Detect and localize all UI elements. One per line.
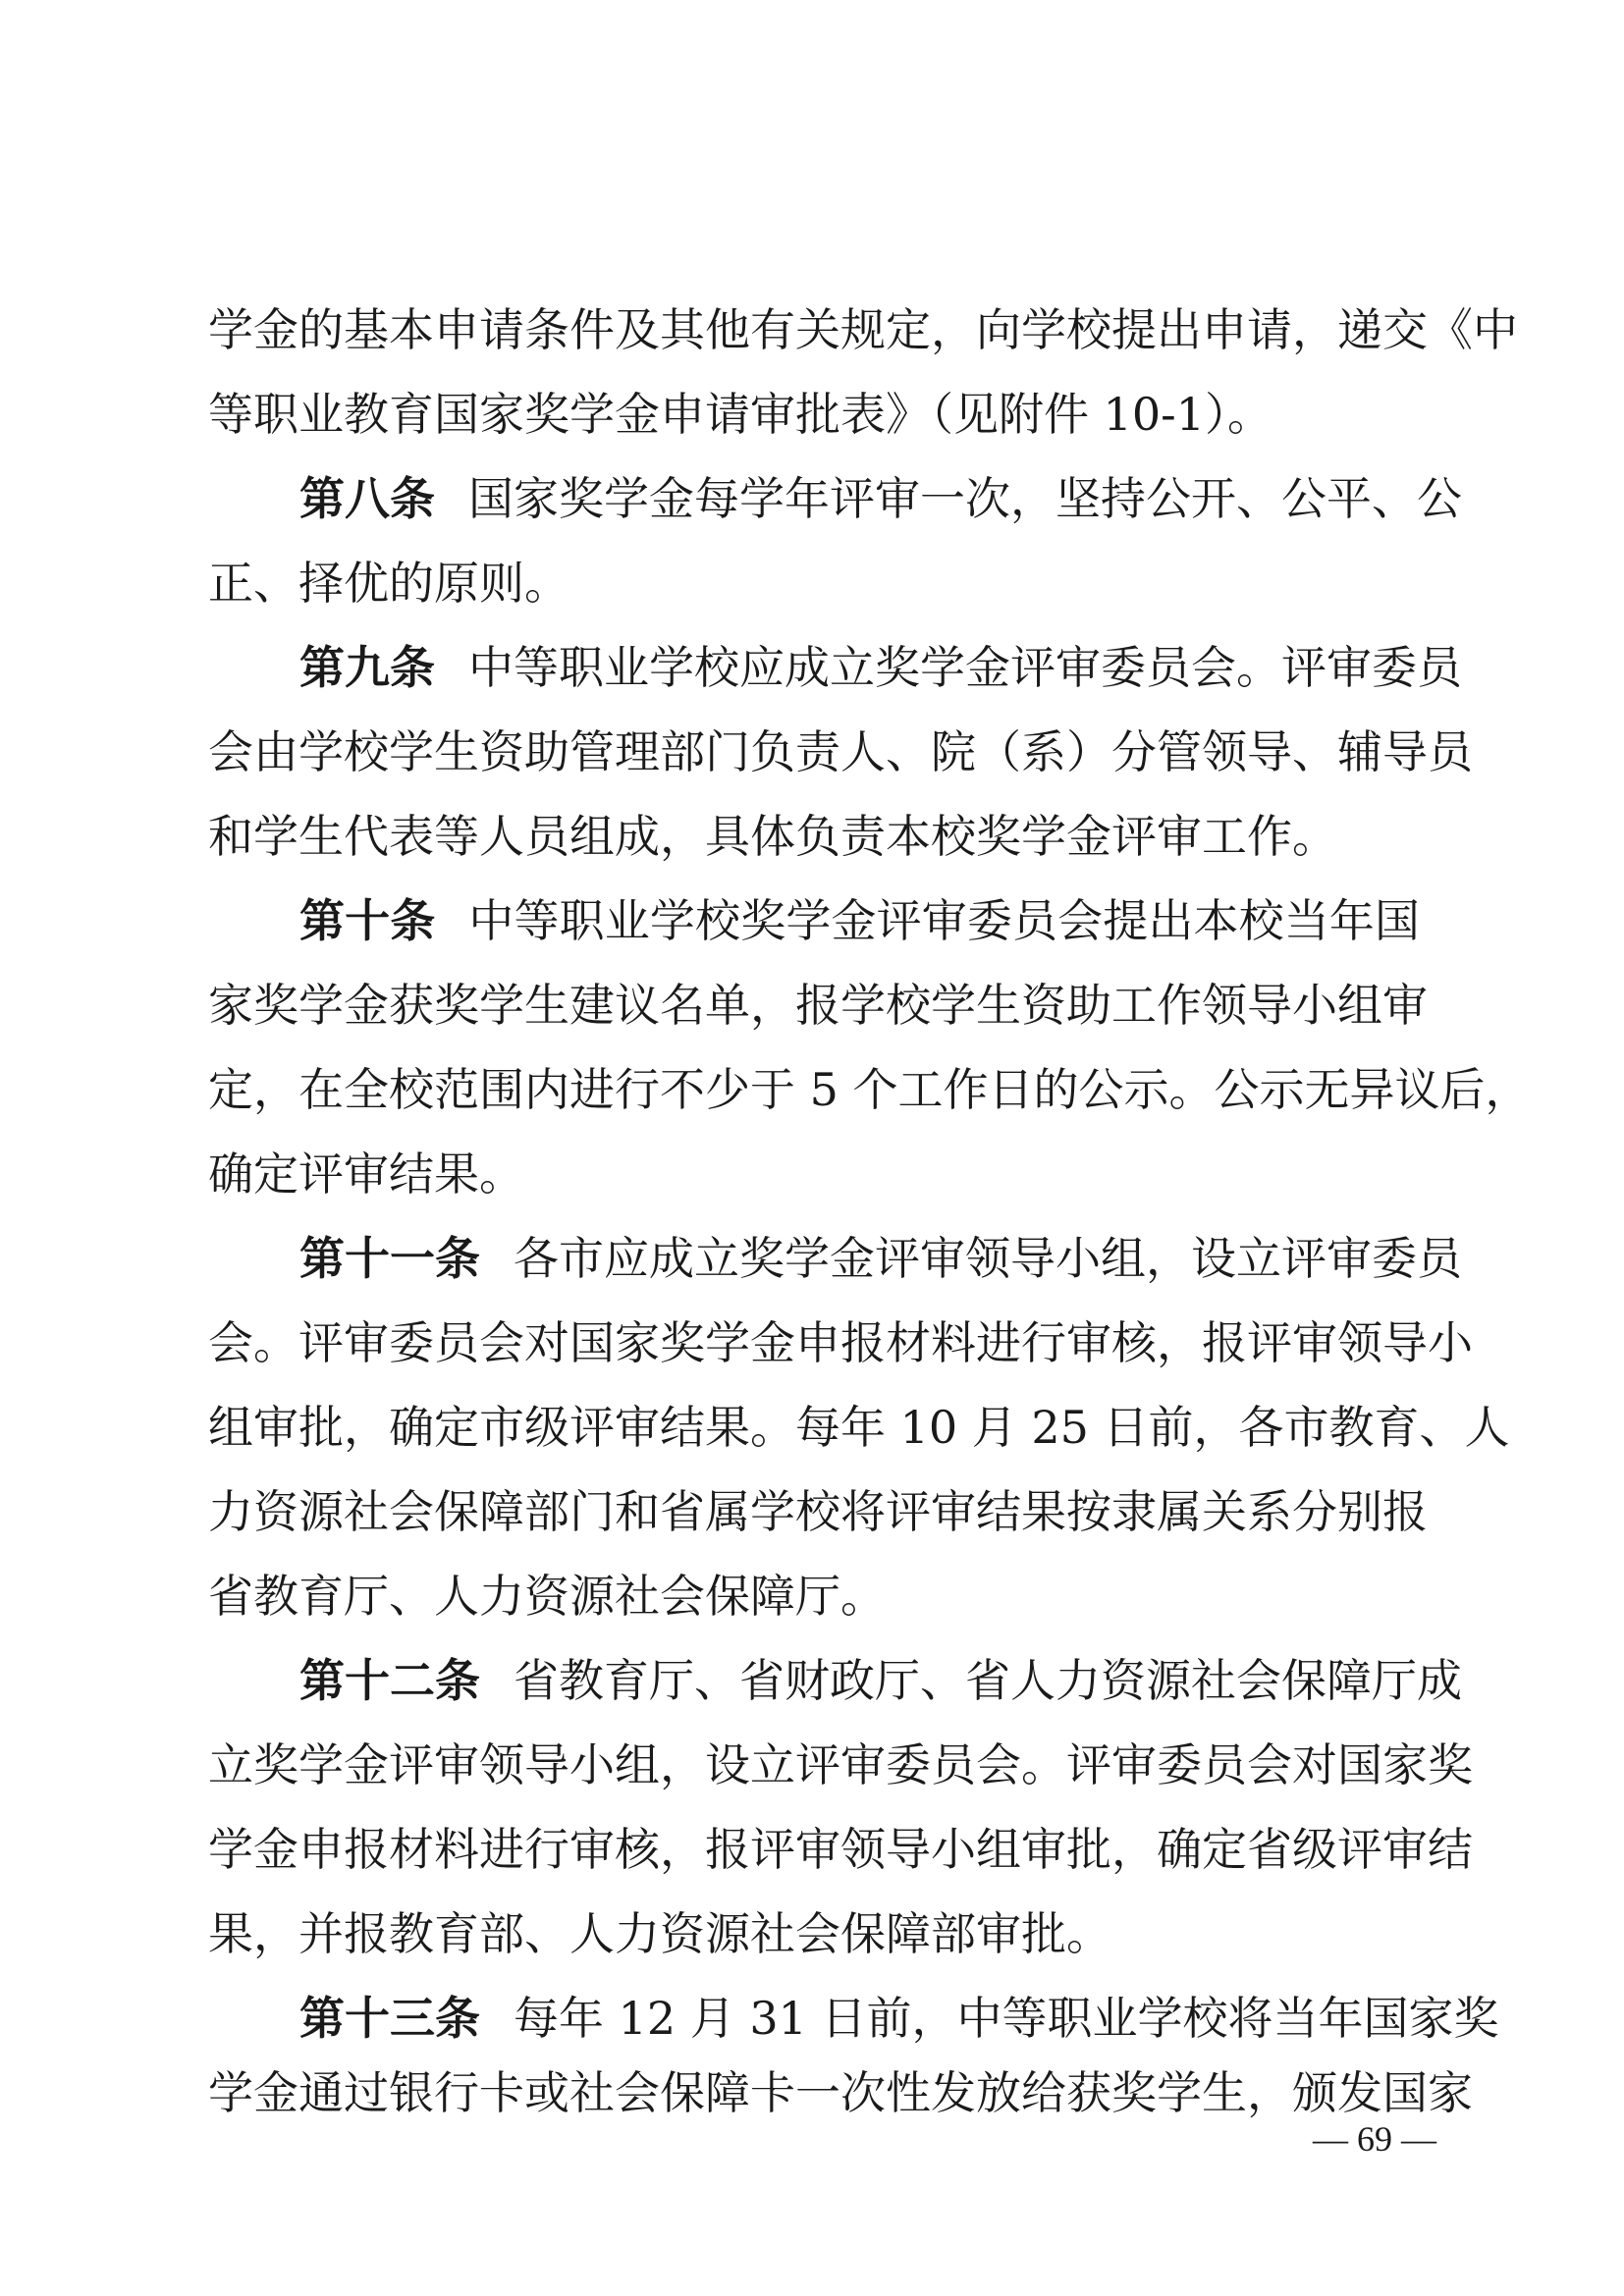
text-line: 学金的基本申请条件及其他有关规定，向学校提出申请，递交《中 bbox=[208, 303, 1518, 356]
page-number: — 69 — bbox=[1313, 2119, 1436, 2159]
article-10-line bbox=[299, 891, 1420, 950]
article-text: 中等职业学校应成立奖学金评审委员会。评审委员 bbox=[468, 641, 1462, 694]
text-line: 学金申报材料进行审核，报评审领导小组审批，确定省级评审结 bbox=[208, 1823, 1473, 1876]
text-line: 果，并报教育部、人力资源社会保障部审批。 bbox=[208, 1907, 1111, 1960]
text-line: 组审批，确定市级评审结果。每年 10 月 25 日前，各市教育、人 bbox=[208, 1401, 1510, 1454]
article-text: 国家奖学金每学年评审一次，坚持公开、公平、公 bbox=[468, 472, 1462, 525]
article-text: 中等职业学校奖学金评审委员会提出本校当年国 bbox=[468, 894, 1421, 947]
article-12-line bbox=[299, 1651, 1462, 1710]
text-line: 力资源社会保障部门和省属学校将评审结果按隶属关系分别报 bbox=[208, 1485, 1428, 1538]
text-line: 定，在全校范围内进行不少于 5 个工作日的公示。公示无异议后， bbox=[208, 1063, 1531, 1116]
article-heading: 第十条 bbox=[299, 894, 436, 947]
article-text: 各市应成立奖学金评审领导小组，设立评审委员 bbox=[514, 1232, 1462, 1285]
text-line: 学金通过银行卡或社会保障卡一次性发放给获奖学生，颁发国家 bbox=[208, 2066, 1473, 2119]
article-text: 省教育厅、省财政厅、省人力资源社会保障厅成 bbox=[514, 1654, 1462, 1707]
text-line: 和学生代表等人员组成，具体负责本校奖学金评审工作。 bbox=[208, 810, 1337, 863]
text-line: 省教育厅、人力资源社会保障厅。 bbox=[208, 1570, 886, 1623]
text-line: 会。评审委员会对国家奖学金申报材料进行审核，报评审领导小 bbox=[208, 1316, 1473, 1369]
text-line: 正、择优的原则。 bbox=[208, 557, 569, 610]
text-line: 确定评审结果。 bbox=[208, 1148, 524, 1201]
article-9-line bbox=[299, 638, 1462, 697]
text-line: 立奖学金评审领导小组，设立评审委员会。评审委员会对国家奖 bbox=[208, 1738, 1473, 1791]
article-heading: 第九条 bbox=[299, 641, 435, 694]
article-11-line bbox=[299, 1229, 1462, 1288]
text-line: 会由学校学生资助管理部门负责人、院（系）分管领导、辅导员 bbox=[208, 725, 1473, 778]
article-heading: 第八条 bbox=[299, 472, 435, 525]
article-heading: 第十三条 bbox=[299, 1992, 480, 2045]
article-8-line bbox=[299, 469, 1462, 528]
text-line: 家奖学金获奖学生建议名单，报学校学生资助工作领导小组审 bbox=[208, 979, 1428, 1032]
article-heading: 第十二条 bbox=[299, 1654, 480, 1707]
article-text: 每年 12 月 31 日前，中等职业学校将当年国家奖 bbox=[514, 1992, 1499, 2045]
article-13-line bbox=[299, 1989, 1499, 2048]
text-line: 等职业教育国家奖学金申请审批表》（见附件 10-1）。 bbox=[208, 388, 1272, 441]
article-heading: 第十一条 bbox=[299, 1232, 480, 1285]
